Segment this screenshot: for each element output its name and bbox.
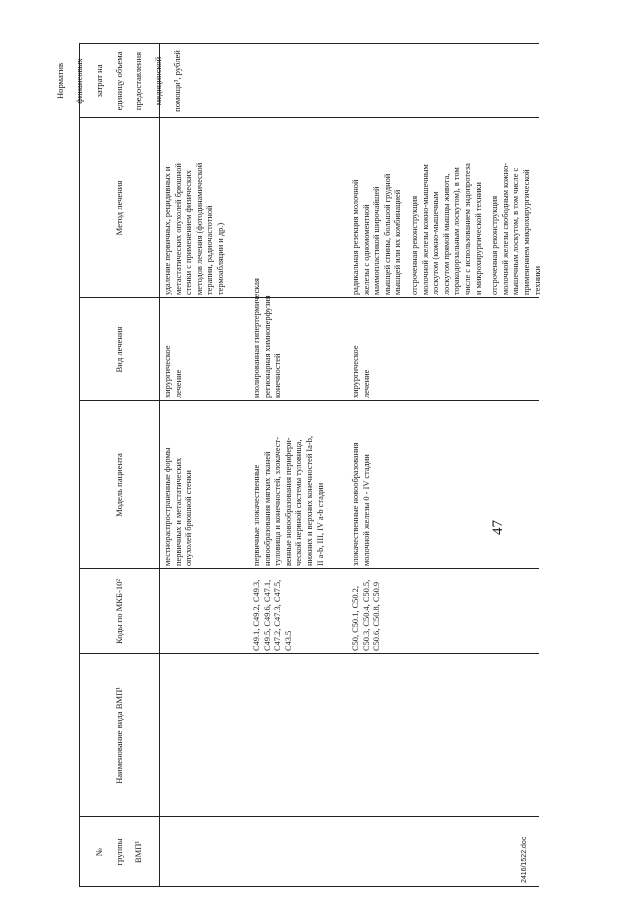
header-text-line: единицу объема <box>113 51 124 111</box>
cell-text-line: мышцей спины, большой грудной <box>382 173 392 295</box>
row3-treatment-type <box>351 345 372 398</box>
cell-text-line: C50.6, C50.8, C50.9 <box>372 581 382 651</box>
header-vmp-name <box>81 654 157 817</box>
cell-text-line: молочной железы свободным кожно- <box>500 162 510 295</box>
row3-treatment-method <box>351 163 543 295</box>
cell-text-line: радикальная резекция молочной <box>351 179 360 295</box>
cell-text-line: лоскутом прямой мышцы живота, <box>441 173 451 295</box>
cell-text-line: первичных и метастатических <box>173 457 183 566</box>
header-cost-norm <box>54 44 183 118</box>
cell-text-line: техники <box>532 266 542 295</box>
cell-text-line: термоабляции и др.) <box>215 222 225 295</box>
cell-text-line: торакодорзальным лоскутом), в том <box>452 167 462 295</box>
header-divider <box>159 44 160 887</box>
header-text-line: Метод лечения <box>113 180 124 236</box>
cell-text-line: новообразования мягких тканей <box>262 451 272 566</box>
cell-text-line: злокачественные новообразования <box>351 442 360 566</box>
cell-text-line: местнораспространенные формы <box>163 447 172 566</box>
row3-icd-codes <box>351 580 383 651</box>
cell-text-line: железы с одномоментной <box>361 204 371 295</box>
cell-text-line: ческой нервной системы туловища, <box>294 439 304 566</box>
header-icd-codes <box>81 569 157 654</box>
cell-text-line: регионарная химиоперфузия <box>262 295 272 398</box>
cell-text-line: лечение <box>173 369 183 398</box>
row2-treatment-type <box>252 278 284 398</box>
header-treatment-type <box>81 298 157 401</box>
header-text-line: медицинской <box>152 56 163 106</box>
row1-patient-model <box>163 447 195 566</box>
document-id: 2416/1522.doc <box>521 836 528 883</box>
cell-text-line: применением микрохирургической <box>521 169 531 295</box>
cell-text-line: отсроченная реконструкция <box>490 195 500 295</box>
cell-text-line: маммопластикой широчайшей <box>372 186 382 295</box>
cell-text-line: стенки с применением физических <box>184 170 194 295</box>
header-text-line: Коды по МКБ-10² <box>113 578 124 645</box>
header-text-line: помощи³, рублей <box>172 50 183 112</box>
cell-text-line: C47.2, C47.3, C47.5, <box>273 579 283 651</box>
cell-text-line: C49.1, C49.2, C49.3, <box>252 579 261 651</box>
cell-text-line: хирургическое <box>351 345 360 398</box>
row1-treatment-type <box>163 345 184 398</box>
header-text-line: Вид лечения <box>113 326 124 373</box>
cell-text-line: и микрохирургической техники <box>473 182 483 295</box>
header-text-line: Наименование вида ВМП¹ <box>113 687 124 784</box>
cell-text-line: C50.3, C50.4, C50.5, <box>361 579 371 651</box>
cell-text-line: удаление первичных, рецидивных и <box>163 166 172 295</box>
cell-text-line: C50, C50.1, C50.2, <box>351 586 360 651</box>
header-text-line: предоставления <box>133 51 144 111</box>
cell-text-line: отсроченная реконструкция <box>409 195 419 295</box>
cell-text-line: первичные злокачественные <box>252 464 261 566</box>
header-text-line: группы <box>113 838 124 866</box>
rotated-table-sheet <box>54 44 542 887</box>
cell-text-line: молочной железы 0 - IV стадии <box>361 454 371 566</box>
cell-text-line: венные новообразования перифери- <box>283 437 293 566</box>
cell-text-line: II a-b, III, IV a-b стадии <box>315 482 325 566</box>
row2-icd-codes <box>252 580 294 651</box>
cell-text-line: мышечным лоскутом, в том числе с <box>511 167 521 295</box>
header-text-line: затрат на <box>93 64 104 98</box>
header-group-number <box>81 817 157 887</box>
row2-patient-model <box>252 436 326 566</box>
cell-text-line: числе с использованием эндопротеза <box>462 163 472 295</box>
cell-text-line: изолированная гипертермическая <box>252 278 261 398</box>
page-number: 47 <box>490 520 506 535</box>
cell-text-line: молочной железы кожно-мышечным <box>420 164 430 295</box>
cell-text-line: C43.5 <box>283 630 293 651</box>
cell-text-line: терапии, радиочастотной <box>205 205 215 295</box>
header-text-line: № <box>93 847 104 857</box>
header-patient-model <box>81 401 157 569</box>
cell-text-line: хирургическое <box>163 345 172 398</box>
cell-text-line: лоскутом (кожно-мышечным <box>431 191 441 295</box>
cell-text-line: нижних и верхних конечностей Ia-b, <box>304 436 314 566</box>
cell-text-line: лечение <box>361 369 371 398</box>
cell-text-line: метастатических опухолей брюшной <box>173 163 183 295</box>
header-treatment-method <box>81 118 157 298</box>
cell-text-line: методов лечения (фотодинамической <box>194 162 204 295</box>
cell-text-line: мышцей или их комбинацией <box>393 189 403 295</box>
row3-patient-model <box>351 443 372 566</box>
header-text-line: финансовых <box>74 58 85 104</box>
cell-text-line: конечностей <box>273 353 283 398</box>
cell-text-line: туловища и конечностей, злокачест- <box>273 437 283 566</box>
row1-treatment-method <box>163 163 227 295</box>
cell-text-line: опухолей брюшной стенки <box>184 470 194 566</box>
header-text-line: ВМП¹ <box>133 840 144 864</box>
header-text-line: Модель пациента <box>113 453 124 517</box>
table-border-top <box>79 44 80 887</box>
header-text-line: Норматив <box>54 62 65 100</box>
cell-text-line: C49.5, C49.6, C47.1, <box>262 579 272 651</box>
